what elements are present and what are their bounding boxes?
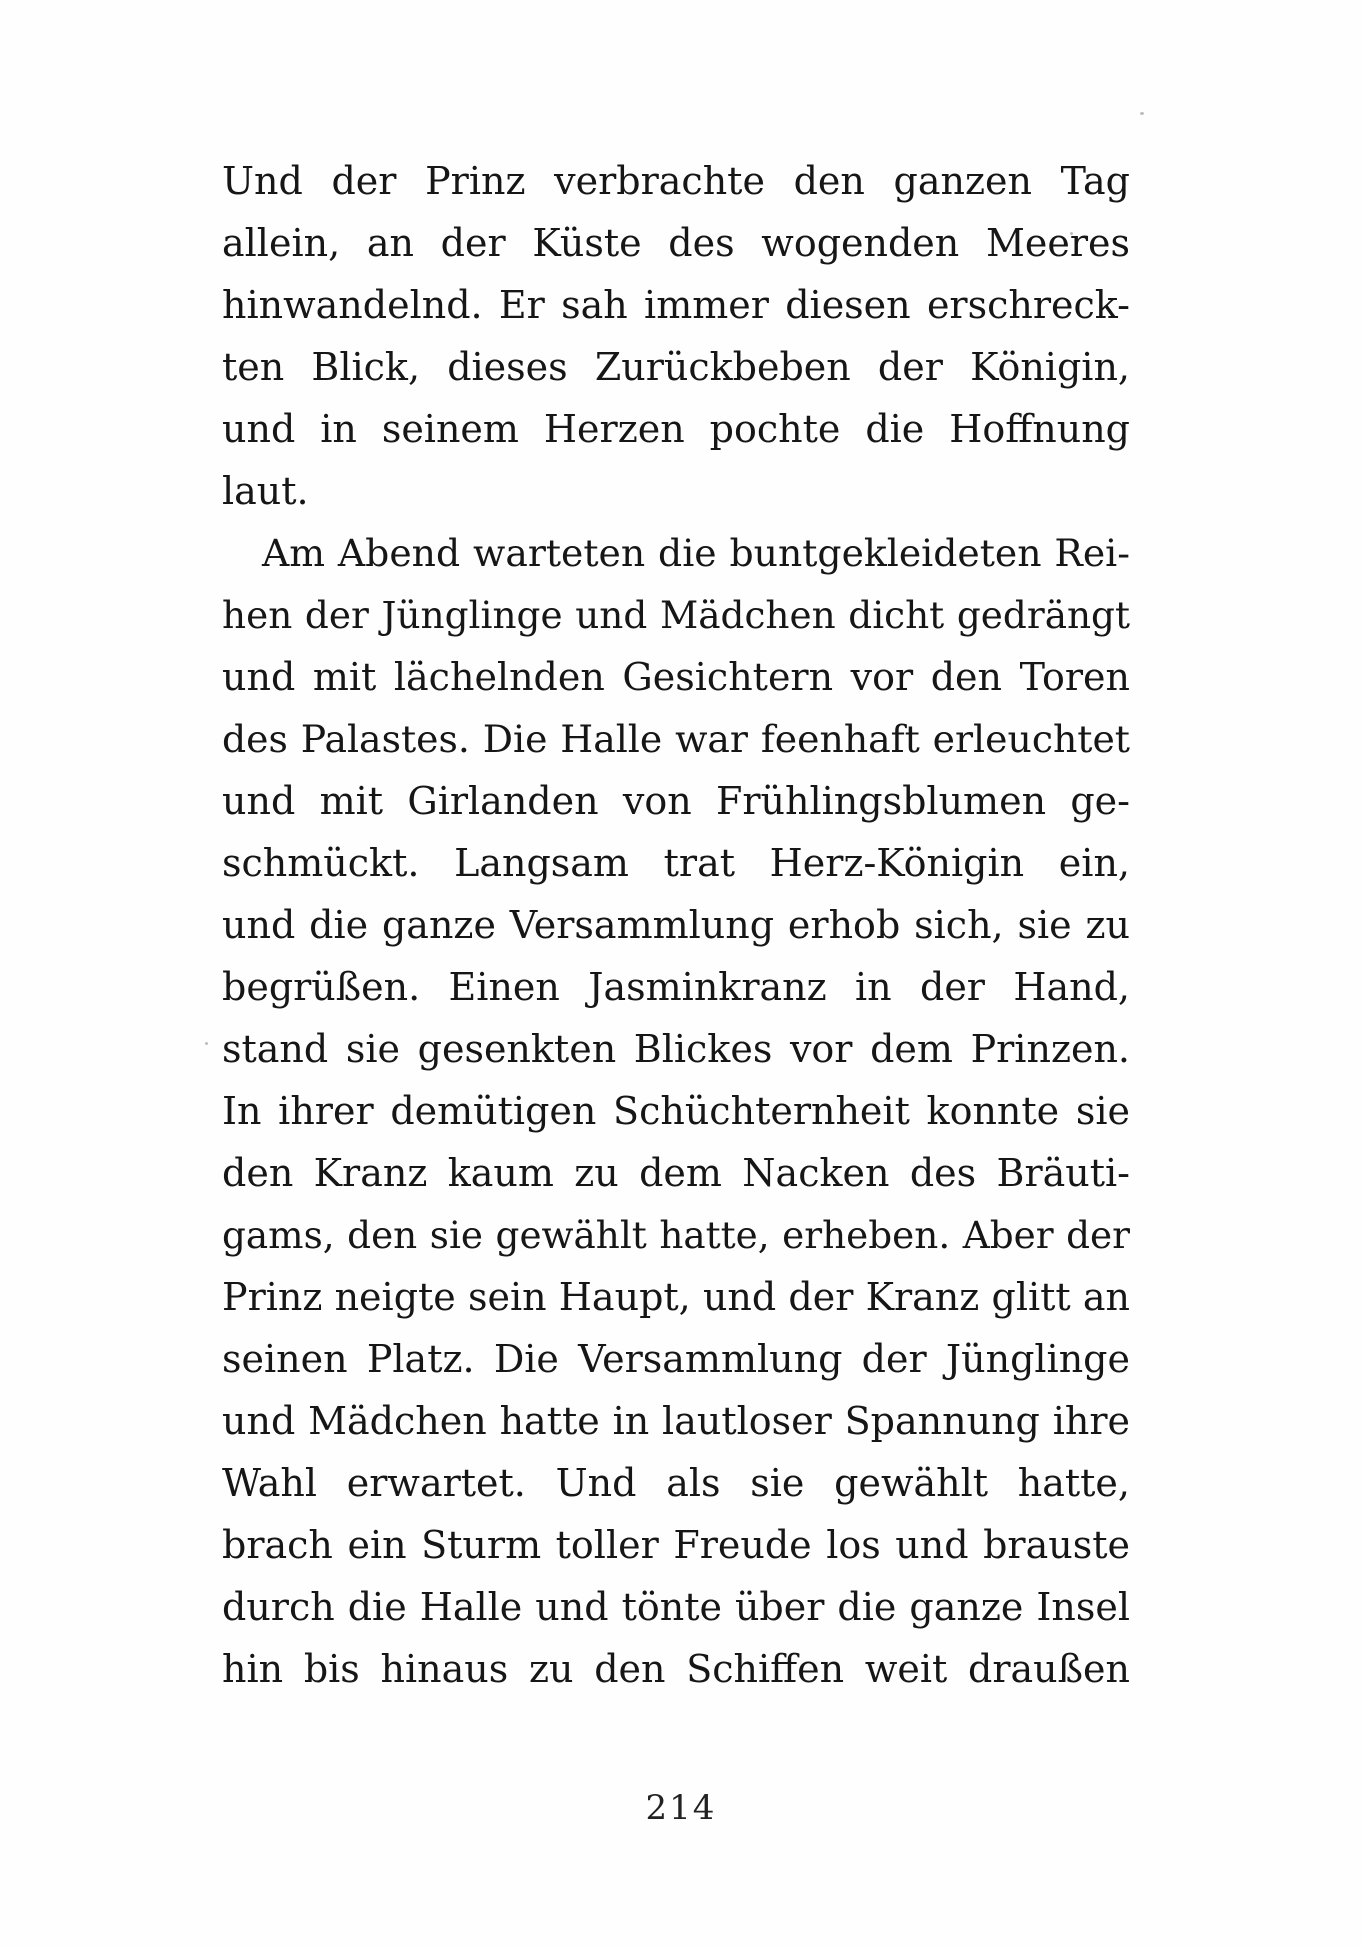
text-line: den Kranz kaum zu dem Nacken des Bräuti- (222, 1151, 1130, 1195)
body-text (222, 150, 1130, 1700)
text-line: brach ein Sturm toller Freude los und brauste (222, 1523, 1130, 1567)
text-line: und in seinem Herzen pochte die Hoffnung (222, 407, 1130, 451)
text-line: und Mädchen hatte in lautloser Spannung ihre (222, 1399, 1130, 1443)
paper-speck (205, 1042, 208, 1045)
text-line: durch die Halle und tönte über die ganze Insel (222, 1585, 1130, 1629)
text-line: und die ganze Versammlung erhob sich, sie zu (222, 903, 1130, 947)
text-line: des Palastes. Die Halle war feenhaft erleuchtet (222, 717, 1130, 761)
text-line: laut. (222, 469, 309, 513)
text-line: gams, den sie gewählt hatte, erheben. Aber der (222, 1213, 1130, 1257)
page-number: 214 (645, 1788, 717, 1828)
text-line: allein, an der Küste des wogenden Meeres (222, 221, 1130, 265)
text-line: Wahl erwartet. Und als sie gewählt hatte, (222, 1461, 1130, 1505)
text-line: Und der Prinz verbrachte den ganzen Tag (222, 159, 1130, 203)
text-line: hen der Jünglinge und Mädchen dicht gedrängt (222, 593, 1130, 637)
paragraph-1 (222, 150, 1130, 522)
text-line: hin bis hinaus zu den Schiffen weit draußen (222, 1647, 1130, 1691)
text-line: und mit Girlanden von Frühlingsblumen ge- (222, 779, 1130, 823)
text-line: Prinz neigte sein Haupt, und der Kranz glitt an (222, 1275, 1130, 1319)
text-line: schmückt. Langsam trat Herz-Königin ein, (222, 841, 1130, 885)
paper-speck (1140, 112, 1144, 115)
paragraph-2 (222, 522, 1130, 1700)
text-line: Am Abend warteten die buntgekleideten Rei- (262, 531, 1130, 575)
text-line: stand sie gesenkten Blickes vor dem Prinzen. (222, 1027, 1130, 1071)
text-line: ten Blick, dieses Zurückbeben der Königin, (222, 345, 1130, 389)
text-line: begrüßen. Einen Jasminkranz in der Hand, (222, 965, 1130, 1009)
text-line: und mit lächelnden Gesichtern vor den Toren (222, 655, 1130, 699)
text-line: In ihrer demütigen Schüchternheit konnte sie (222, 1089, 1130, 1133)
text-line: hinwandelnd. Er sah immer diesen erschreck- (222, 283, 1130, 327)
text-line: seinen Platz. Die Versammlung der Jünglinge (222, 1337, 1130, 1381)
